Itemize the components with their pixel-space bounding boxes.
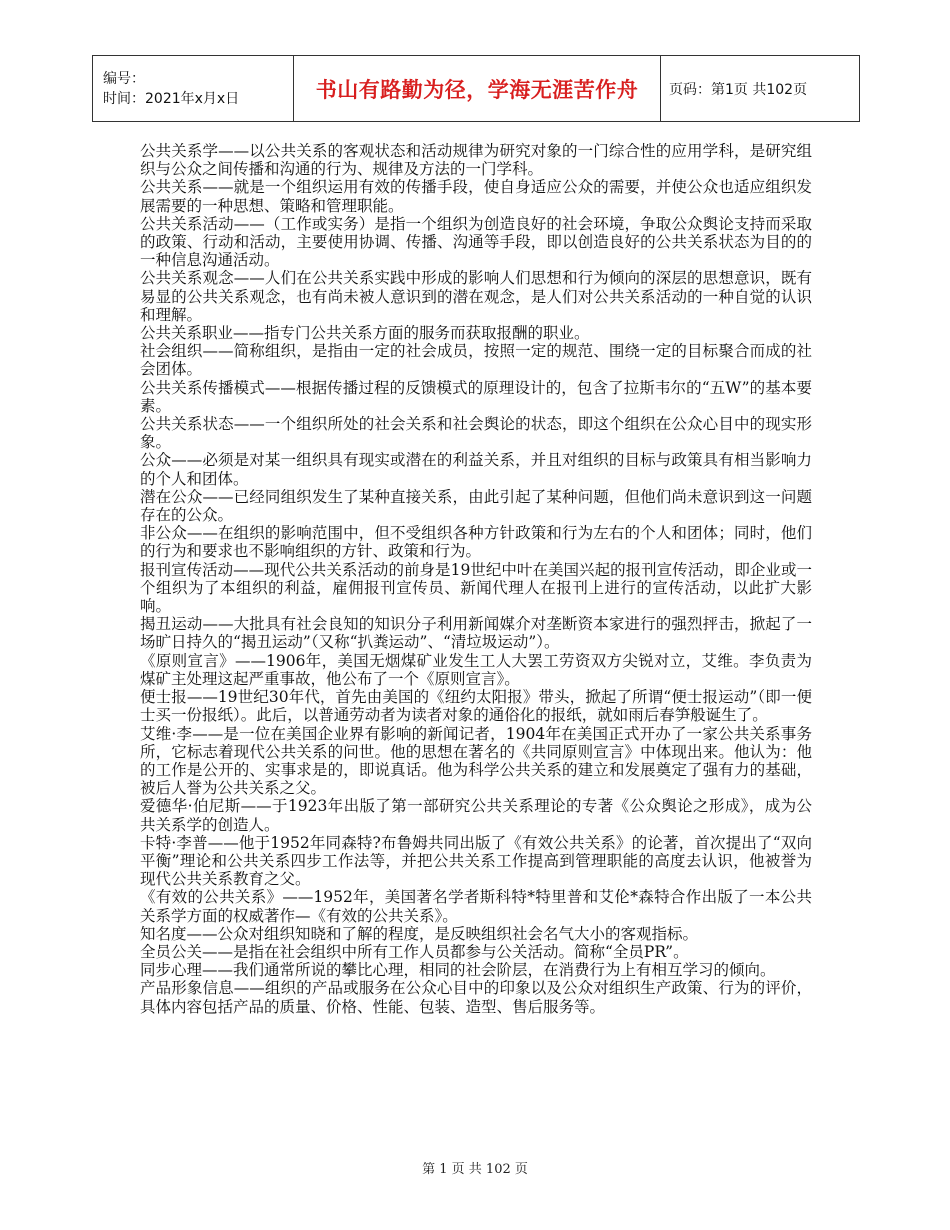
term-paragraph: 公共关系活动——（工作或实务）是指一个组织为创造良好的社会环境，争取公众舆论支持而采取的政策、行动和活动，主要使用协调、传播、沟通等手段，即以创造良好的公共关系状态为目的的一种信息沟通活动。 [140, 214, 812, 270]
term-paragraph: 同步心理——我们通常所说的攀比心理，相同的社会阶层，在消费行为上有相互学习的倾向。 [140, 961, 776, 980]
term-paragraph: 公共关系观念——人们在公共关系实践中形成的影响人们思想和行为倾向的深层的思想意识，既有易显的公共关系观念，也有尚未被人意识到的潜在观念，是人们对公共关系活动的一种自觉的认识和理解。 [140, 269, 812, 324]
page-footer: 第 1 页 共 102 页 [422, 1162, 528, 1177]
term-paragraph: 全员公关——是指在社会组织中所有工作人员都参与公关活动。简称“全员PR”。 [140, 942, 689, 961]
term-paragraph: 公共关系状态——一个组织所处的社会关系和社会舆论的状态，即这个组织在公众心目中的现实形象。 [140, 415, 812, 452]
term-paragraph: 公共关系——就是一个组织运用有效的传播手段，使自身适应公众的需要，并使公众也适应组织发展需要的一种思想、策略和管理职能。 [140, 178, 812, 215]
term-paragraph: 潜在公众——已经同组织发生了某种直接关系，由此引起了某种问题，但他们尚未意识到这一问题存在的公众。 [140, 487, 812, 525]
term-paragraph: 非公众——在组织的影响范围中，但不受组织各种方针政策和行为左右的个人和团体；同时，他们的行为和要求也不影响组织的方针、政策和行为。 [140, 524, 812, 561]
term-paragraph: 艾维·李——是一位在美国企业界有影响的新闻记者，1904年在美国正式开办了一家公共关系事务所，它标志着现代公共关系的问世。他的思想在著名的《共同原则宣言》中体现出来。他认为：他的工作是公开的、实事求是的，即说真话。他为科学公共关系的建立和发展奠定了强有力的基础，被后人誉为公共关系之父。 [140, 724, 812, 798]
term-paragraph: 卡特·李普——他于1952年同森特?布鲁姆共同出版了《有效公共关系》的论著，首次提出了“双向平衡”理论和公共关系四步工作法等，并把公共关系工作提高到管理职能的高度去认识，他被誉为现代公共关系教育之父。 [140, 833, 812, 889]
term-paragraph: 公众——必须是对某一组织具有现实或潜在的利益关系，并且对组织的目标与政策具有相当影响力的个人和团体。 [140, 451, 812, 488]
term-paragraph: 便士报——19世纪30年代，首先由美国的《纽约太阳报》带头，掀起了所谓“便士报运动”（即一便士买一份报纸）。此后，以普通劳动者为读者对象的通俗化的报纸，就如雨后春笋般诞生了。 [140, 688, 812, 725]
term-paragraph: 公共关系职业——指专门公共关系方面的服务而获取报酬的职业。 [140, 324, 590, 343]
term-paragraph: 爱德华·伯尼斯——于1923年出版了第一部研究公共关系理论的专著《公众舆论之形成》，成为公共关系学的创造人。 [140, 797, 812, 834]
term-paragraph: 《原则宣言》——1906年，美国无烟煤矿业发生工人大罢工劳资双方尖锐对立，艾维。李负责为煤矿主处理这起严重事故，他公布了一个《原则宣言》。 [140, 651, 812, 688]
term-paragraph: 揭丑运动——大批具有社会良知的知识分子利用新闻媒介对垄断资本家进行的强烈抨击，掀起了一场旷日持久的“揭丑运动”（又称“扒粪运动”、“清垃圾运动”）。 [140, 615, 812, 652]
header-page-info: 页码：第1页 共102页 [661, 56, 860, 122]
document-body [140, 142, 812, 1016]
header-motto: 书山有路勤为径，学海无涯苦作舟 [294, 56, 661, 122]
header-meta-cell [93, 56, 294, 122]
term-paragraph: 《有效的公共关系》——1952年，美国著名学者斯科特*特里普和艾伦*森特合作出版了一本公共关系学方面的权威著作—《有效的公共关系》。 [140, 888, 812, 925]
document-header [92, 55, 860, 122]
term-paragraph: 公共关系学——以公共关系的客观状态和活动规律为研究对象的一门综合性的应用学科，是研究组织与公众之间传播和沟通的行为、规律及方法的一门学科。 [140, 142, 812, 179]
number-label: 编号： [103, 70, 145, 87]
term-paragraph: 社会组织——简称组织，是指由一定的社会成员，按照一定的规范、围绕一定的目标聚合而成的社会团体。 [140, 342, 812, 379]
term-paragraph: 报刊宣传活动——现代公共关系活动的前身是19世纪中叶在美国兴起的报刊宣传活动，即企业或一个组织为了本组织的利益，雇佣报刊宣传员、新闻代理人在报刊上进行的宣传活动，以此扩大影响。 [140, 560, 812, 616]
time-label: 时间：2021年x月x日 [103, 90, 240, 107]
term-paragraph: 知名度——公众对组织知晓和了解的程度，是反映组织社会名气大小的客观指标。 [140, 924, 699, 943]
term-paragraph: 产品形象信息——组织的产品或服务在公众心目中的印象以及公众对组织生产政策、行为的评价，具体内容包括产品的质量、价格、性能、包装、造型、售后服务等。 [140, 979, 812, 1016]
term-paragraph: 公共关系传播模式——根据传播过程的反馈模式的原理设计的，包含了拉斯韦尔的“五W”的基本要素。 [140, 378, 812, 415]
